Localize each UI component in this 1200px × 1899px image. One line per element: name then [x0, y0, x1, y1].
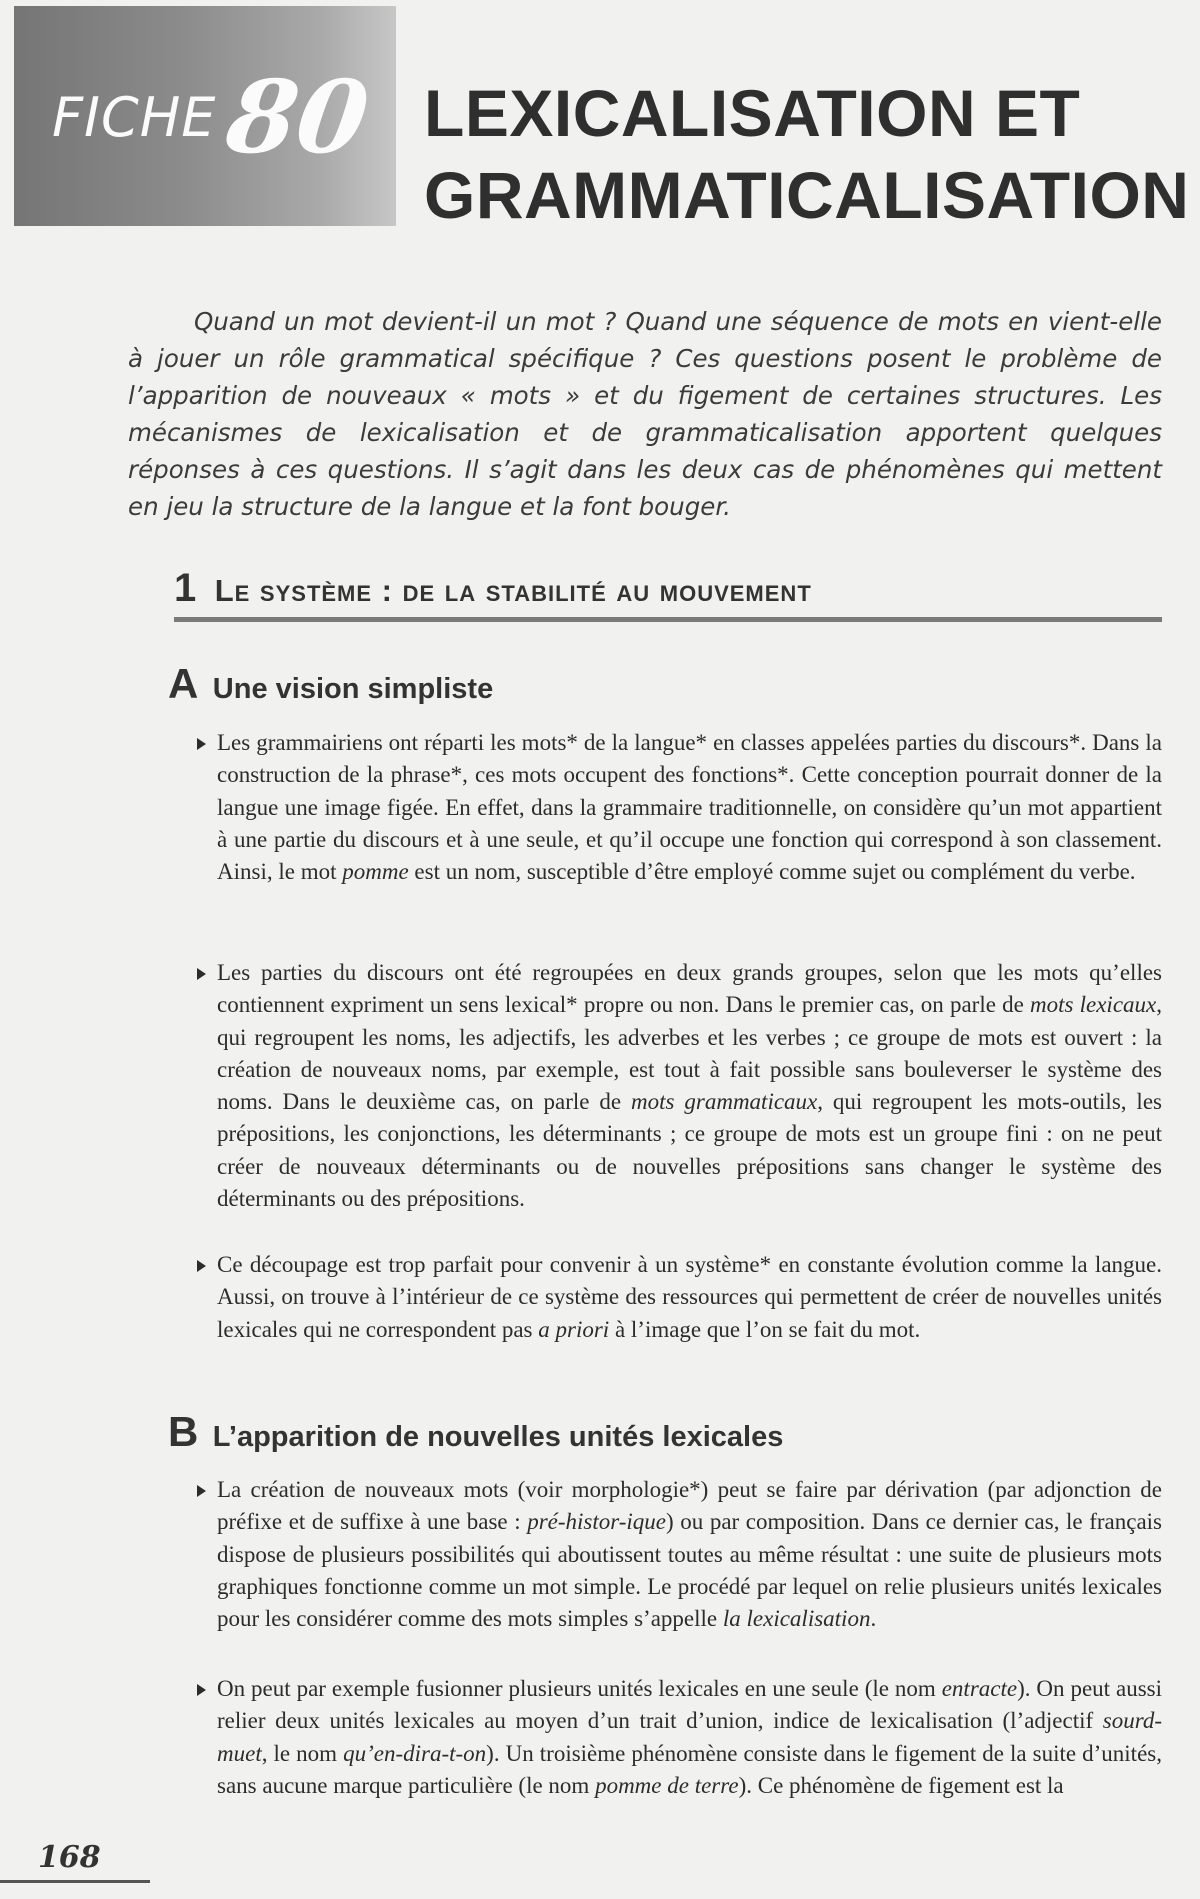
bullet-icon [197, 1684, 206, 1696]
bullet-icon [197, 1260, 206, 1272]
subsection-letter: B [168, 1408, 199, 1455]
fiche-number: 80 [219, 58, 376, 176]
bullet-icon [197, 1485, 206, 1497]
paragraph: La création de nouveaux mots (voir morphologie*) peut se faire par dérivation (par adjonction de préfixe et de suffixe à une base : pré-histor-ique) ou par composition. Dans ce dernier cas, le français dispose de plusieurs possibilités qui aboutissent toutes au même résultat : une suite de plusieurs mots graphiques fonctionne comme un mot simple. Le procédé par lequel on relie plusieurs unités lexicales pour les considérer comme des mots simples s’appelle la lexicalisation. [217, 1474, 1162, 1635]
paragraph: Ce découpage est trop parfait pour convenir à un système* en constante évolution comme la langue. Aussi, on trouve à l’intérieur de ce système des ressources qui permettent de créer de nouvelles unités lexicales qui ne correspondent pas a priori à l’image que l’on se fait du mot. [217, 1249, 1162, 1346]
subsection-letter: A [168, 660, 199, 707]
page-title [424, 72, 1189, 236]
paragraph: Les parties du discours ont été regroupées en deux grands groupes, selon que les mots qu’elles contiennent expriment un sens lexical* propre ou non. Dans le premier cas, on parle de mots lexicaux, qui regroupent les noms, les adjectifs, les adverbes et les verbes ; ce groupe de mots est ouvert : la création de nouveaux noms, par exemple, est tout à fait possible sans bouleverser le système des noms. Dans le deuxième cas, on parle de mots grammaticaux, qui regroupent les mots-outils, les prépositions, les conjonctions, les déterminants ; ce groupe de mots est un groupe fini : on ne peut créer de nouveaux déterminants ou de nouvelles prépositions sans changer le système des déterminants ou des prépositions. [217, 957, 1162, 1215]
title-line-2: GRAMMATICALISATION [424, 158, 1190, 232]
paragraph: On peut par exemple fusionner plusieurs unités lexicales en une seule (le nom entracte). On peut aussi relier deux unités lexicales au moyen d’un trait d’union, indice de lexicalisation (l’adjectif sourd-muet, le nom qu’en-dira-t-on). Un troisième phénomène consiste dans le figement de la suite d’unités, sans aucune marque particulière (le nom pomme de terre). Ce phénomène de figement est la [217, 1673, 1162, 1802]
section-number: 1 [174, 566, 197, 610]
bullet-icon [197, 738, 206, 750]
subsection-title: Une vision simpliste [212, 673, 494, 705]
fiche-badge [14, 6, 396, 226]
title-line-1: LEXICALISATION ET [424, 76, 1081, 150]
subsection-a-heading [168, 660, 493, 708]
section-title: Le système : de la stabilité au mouvement [214, 573, 812, 608]
page-number-rule [0, 1880, 150, 1883]
subsection-b-heading [168, 1408, 783, 1456]
intro-paragraph: Quand un mot devient-il un mot ? Quand une séquence de mots en vient-elle à jouer un rôle grammatical spécifique ? Ces questions posent le problème de l’apparition de nouveaux « mots » et du figement de certaines structures. Les mécanismes de lexicalisation et de grammaticalisation apportent quelques réponses à ces questions. Il s’agit dans les deux cas de phénomènes qui mettent en jeu la structure de la langue et la font bouger. [128, 307, 1162, 521]
fiche-label: FICHE [52, 86, 217, 149]
page-number: 168 [38, 1840, 101, 1875]
paragraph: Les grammairiens ont réparti les mots* de la langue* en classes appelées parties du discours*. Dans la construction de la phrase*, ces mots occupent des fonctions*. Cette conception pourrait donner de la langue une image figée. En effet, dans la grammaire traditionnelle, on considère qu’un mot appartient à une partie du discours et à une seule, et qu’il occupe une fonction qui correspond à son classement. Ainsi, le mot pomme est un nom, susceptible d’être employé comme sujet ou complément du verbe. [217, 727, 1162, 888]
bullet-icon [197, 968, 206, 980]
subsection-title: L’apparition de nouvelles unités lexicales [212, 1421, 784, 1453]
section-1-heading [174, 566, 1162, 622]
